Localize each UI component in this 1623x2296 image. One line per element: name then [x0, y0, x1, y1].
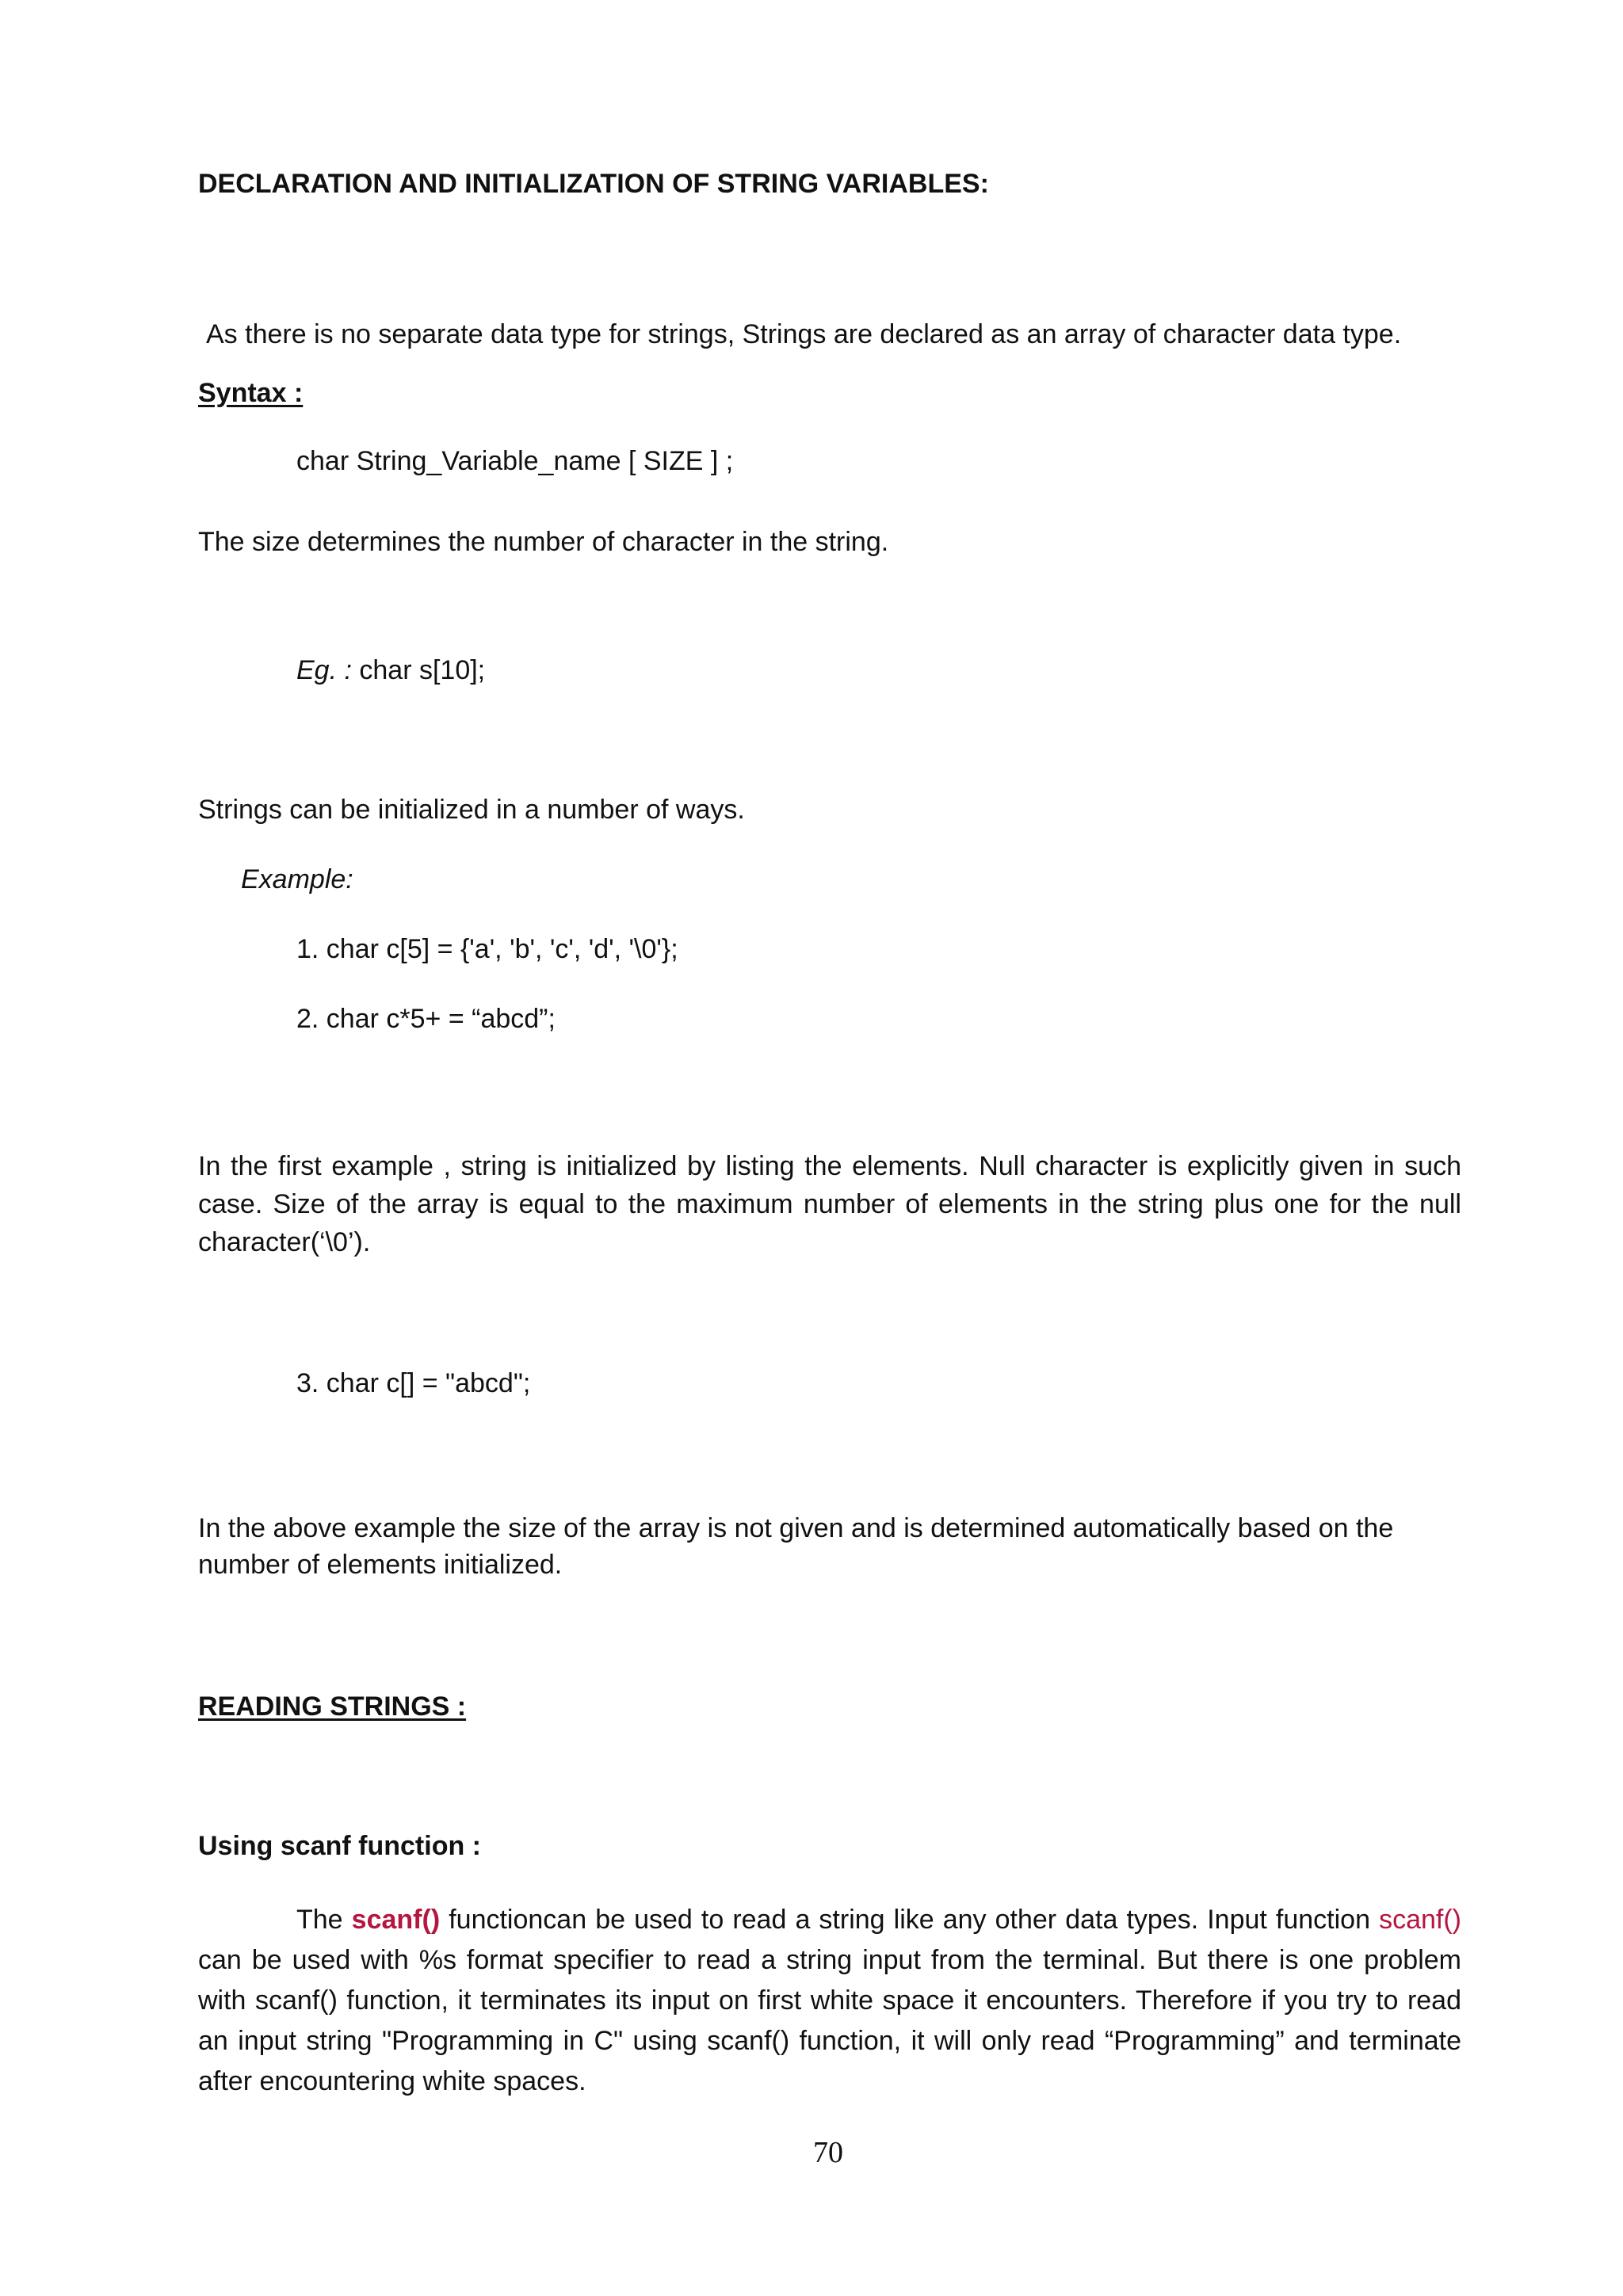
example-label: Example: — [241, 864, 353, 894]
example-1: 1. char c[5] = {'a', 'b', 'c', 'd', '\0'}; — [296, 934, 678, 964]
scanf-text-2: can be used with %s format specifier to read a string input from the terminal. But there is one problem with scanf() function, it terminates its input on first white space it encounters. Therefore if you try to read an input string "Programming in C" using scanf() function, it will only read “Programming” and terminate after encountering white spaces. — [198, 1945, 1461, 2096]
subheading-scanf: Using scanf function : — [198, 1831, 481, 1861]
example-3: 3. char c[] = "abcd"; — [296, 1368, 531, 1398]
size-note: The size determines the number of character in the string. — [198, 527, 889, 557]
section-heading-declaration: DECLARATION AND INITIALIZATION OF STRING VARIABLES: — [198, 169, 989, 199]
scanf-paragraph — [198, 1900, 1461, 2102]
eg-label: Eg. : — [296, 655, 352, 685]
eg-code: char s[10]; — [351, 655, 486, 685]
intro-paragraph: As there is no separate data type for strings, Strings are declared as an array of character data type. — [206, 319, 1402, 349]
scanf-text-1: functioncan be used to read a string like any other data types. Input function — [440, 1905, 1380, 1935]
example-2: 2. char c*5+ = “abcd”; — [296, 1004, 556, 1034]
eg-line — [296, 651, 485, 690]
page-number: 70 — [813, 2136, 843, 2169]
above-example-paragraph: In the above example the size of the array is not given and is determined automatically based on the number of elements initialized. — [198, 1513, 1394, 1580]
scanf-fn-bold: scanf() — [351, 1905, 441, 1935]
section-heading-reading: READING STRINGS : — [198, 1691, 467, 1722]
syntax-label: Syntax : — [198, 378, 304, 408]
syntax-line: char String_Variable_name [ SIZE ] ; — [296, 446, 734, 476]
scanf-lead: The — [296, 1905, 352, 1935]
first-example-paragraph: In the first example , string is initialized by listing the elements. Null character is explicitly given in such case. Size of the array is equal to the maximum number of elements in the string plus one for the null character(‘\0’). — [198, 1151, 1461, 1257]
scanf-fn-plain: scanf() — [1379, 1905, 1461, 1935]
init-intro: Strings can be initialized in a number of ways. — [198, 795, 745, 825]
